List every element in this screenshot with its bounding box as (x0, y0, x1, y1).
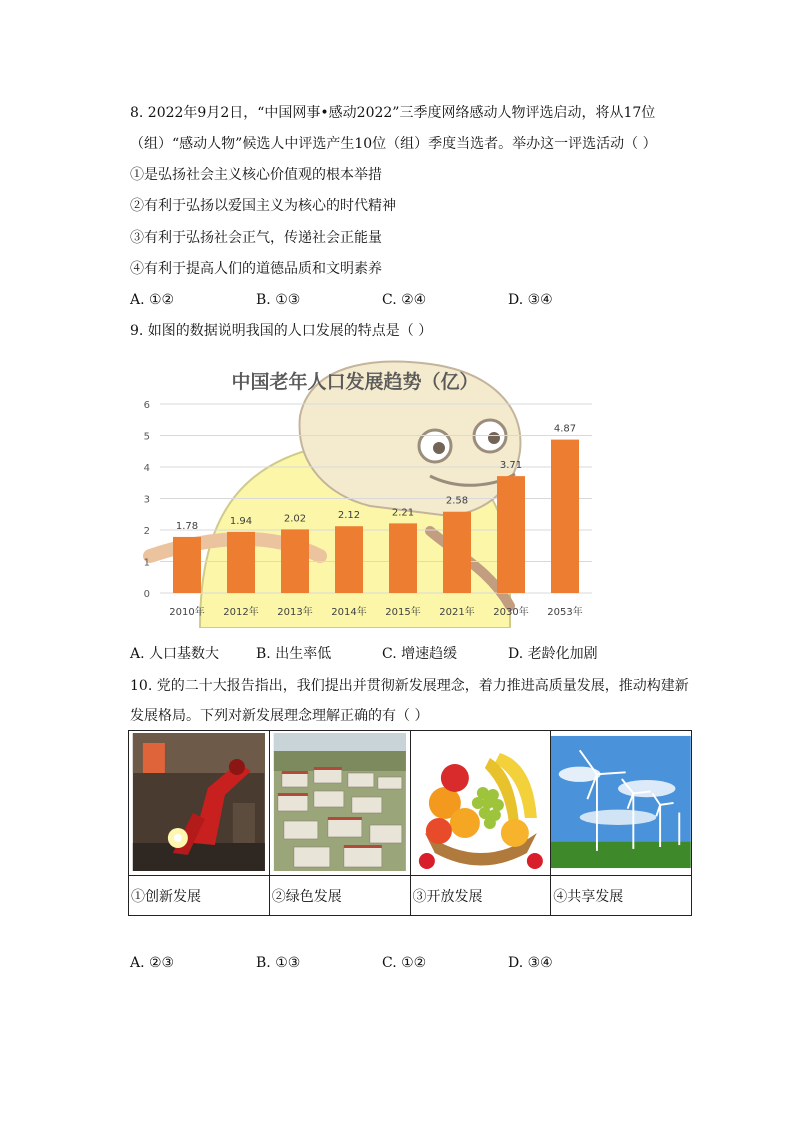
bar (389, 523, 417, 593)
q8-stem-line2: （组）“感动人物”候选人中评选产生10位（组）季度当选者。举办这一评选活动（ ） (130, 136, 657, 152)
y-tick-label: 2 (143, 526, 150, 537)
q8-option-c[interactable]: C. ②④ (382, 292, 427, 308)
chart-title: 中国老年人口发展趋势（亿） (231, 371, 479, 393)
bar-value-label: 1.78 (175, 520, 199, 532)
y-tick-label: 1 (143, 557, 150, 569)
q8-option-a[interactable]: A. ①② (130, 292, 175, 308)
y-tick-label: 6 (143, 400, 150, 411)
development-concept-table (128, 730, 692, 916)
y-tick-label: 4 (143, 463, 150, 474)
x-tick-label: 2014年 (331, 607, 367, 618)
chart-svg (130, 356, 600, 628)
bar (497, 476, 525, 593)
bar-value-label: 2.58 (445, 495, 469, 507)
image-cell-green (269, 731, 410, 876)
q10-option-b[interactable]: B. ①③ (256, 955, 301, 971)
y-tick-label: 3 (143, 494, 150, 506)
bar (281, 529, 309, 593)
bar-value-label: 2.21 (391, 507, 415, 519)
bar-value-label: 2.02 (283, 513, 307, 525)
q9-option-a[interactable]: A. 人口基数大 (130, 646, 220, 662)
y-tick-label: 0 (143, 589, 150, 600)
caption-shared: ④共享发展 (551, 876, 692, 916)
x-tick-label: 2015年 (385, 607, 421, 618)
q10-stem-line2: 发展格局。下列对新发展理念理解正确的有（ ） (130, 708, 429, 724)
caption-green: ②绿色发展 (269, 876, 410, 916)
q8-option-d[interactable]: D. ③④ (508, 292, 553, 308)
bar-value-label: 3.71 (499, 460, 523, 472)
bar (443, 512, 471, 593)
q8-item-1: ①是弘扬社会主义核心价值观的根本举措 (130, 167, 382, 183)
image-cell-shared (551, 731, 692, 876)
q10-option-a[interactable]: A. ②③ (130, 955, 175, 971)
image-cell-open (410, 731, 551, 876)
bar (227, 532, 255, 593)
y-tick-label: 5 (143, 431, 150, 443)
image-cell-innovation (129, 731, 270, 876)
q8-stem-line1: 8. 2022年9月2日，“中国网事•感动2022”三季度网络感动人物评选启动，将从17位 (130, 105, 656, 121)
wind-turbines-image (551, 733, 691, 871)
q9-option-b[interactable]: B. 出生率低 (256, 646, 332, 662)
x-tick-label: 2012年 (223, 607, 259, 618)
residential-buildings-image (270, 733, 410, 871)
bar (335, 526, 363, 593)
caption-open: ③开放发展 (410, 876, 551, 916)
caption-innovation: ①创新发展 (129, 876, 270, 916)
q9-option-d[interactable]: D. 老龄化加剧 (508, 646, 598, 662)
welding-robot-image (129, 733, 269, 871)
bar-value-label: 2.12 (337, 510, 361, 522)
elderly-population-chart (130, 356, 600, 628)
bar (551, 440, 579, 593)
q10-option-d[interactable]: D. ③④ (508, 955, 553, 971)
x-tick-label: 2053年 (547, 607, 583, 618)
x-tick-label: 2021年 (439, 607, 475, 618)
bar-value-label: 1.94 (229, 515, 253, 527)
fruit-basket-image (411, 733, 551, 871)
q8-item-3: ③有利于弘扬社会正气，传递社会正能量 (130, 230, 382, 246)
bar (173, 537, 201, 593)
q9-stem: 9. 如图的数据说明我国的人口发展的特点是（ ） (130, 323, 433, 339)
q9-option-c[interactable]: C. 增速趋缓 (382, 646, 458, 662)
q10-stem-line1: 10. 党的二十大报告指出，我们提出并贯彻新发展理念，着力推进高质量发展，推动构建新 (130, 678, 689, 694)
x-tick-label: 2013年 (277, 607, 313, 618)
q8-item-2: ②有利于弘扬以爱国主义为核心的时代精神 (130, 198, 396, 214)
q10-option-c[interactable]: C. ①② (382, 955, 427, 971)
q8-item-4: ④有利于提高人们的道德品质和文明素养 (130, 261, 382, 277)
q8-option-b[interactable]: B. ①③ (256, 292, 301, 308)
x-tick-label: 2030年 (493, 607, 529, 618)
x-tick-label: 2010年 (169, 607, 205, 618)
bar-value-label: 4.87 (553, 423, 577, 435)
